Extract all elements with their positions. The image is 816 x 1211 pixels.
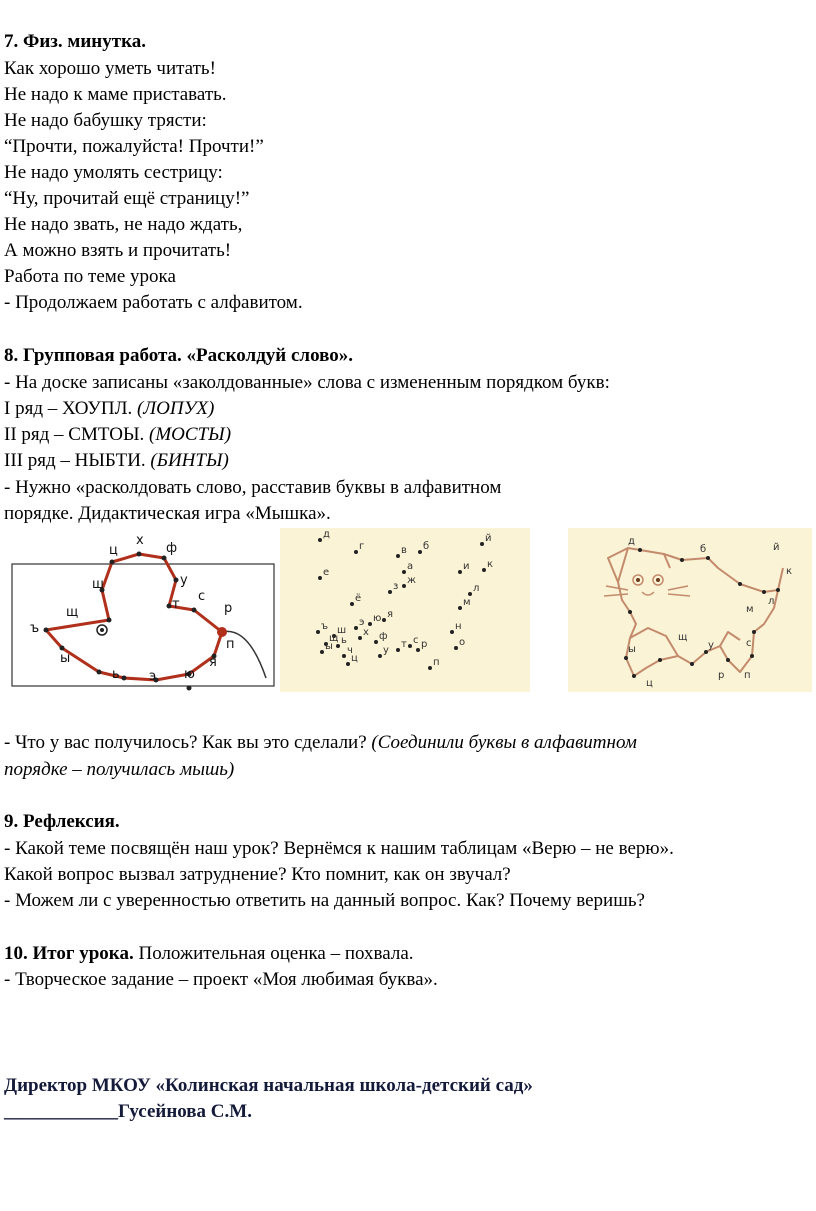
dot-point (408, 644, 412, 648)
row-1 (4, 397, 214, 421)
dot-letter: щ (329, 633, 339, 644)
mouse-dot-picture (4, 528, 278, 692)
mouse-letter: щ (66, 605, 79, 620)
dot-letter: п (433, 657, 440, 668)
dot-letter: ь (341, 635, 347, 646)
dot-letter: ё (355, 593, 362, 604)
dot-point (318, 538, 322, 542)
dot-point (354, 626, 358, 630)
mouse-letter: с (198, 589, 206, 604)
dot-letter: а (407, 561, 414, 572)
mouse-letter: ъ (30, 621, 40, 636)
section10-heading: 10. Итог урока. (4, 943, 134, 964)
poem-line: Не надо к маме приставать. (4, 84, 227, 105)
director-line: Директор МКОУ «Колинская начальная школа-детский сад» (4, 1075, 533, 1096)
dot-point (450, 630, 454, 634)
cat-letter: щ (678, 632, 688, 643)
dot-letter: р (421, 639, 428, 650)
creative-task: - Творческое задание – проект «Моя любимая буква». (4, 969, 438, 990)
dot-letter: ф (379, 631, 388, 642)
mouse-letter: ц (109, 543, 118, 558)
dot-letter: о (459, 637, 466, 648)
section8-heading: 8. Групповая работа. «Расколдуй слово». (4, 345, 354, 366)
dot-letter: е (323, 567, 330, 578)
dot-point (388, 590, 392, 594)
dot-point (402, 570, 406, 574)
row-2 (4, 423, 231, 447)
reflection-line: - Какой теме посвящён наш урок? Вернёмся к нашим таблицам «Верю – не верю». (4, 838, 674, 859)
dot-letter: з (393, 581, 399, 592)
cat-dot-picture (568, 528, 812, 692)
cat-letter: ы (628, 644, 636, 655)
dot-letter: б (423, 541, 430, 552)
mouse-letter: э (149, 669, 157, 684)
dot-point (316, 630, 320, 634)
answer-line: порядке – получилась мышь) (4, 759, 235, 780)
row-answer: (МОСТЫ) (149, 424, 232, 445)
mouse-letter: т (172, 597, 180, 612)
dot-point (480, 542, 484, 546)
section10-text: Положительная оценка – похвала. (133, 943, 414, 964)
dot-letter: я (387, 609, 394, 620)
row-answer: (ЛОПУХ) (136, 398, 215, 419)
signature-line (4, 1100, 252, 1124)
row-label: III ряд – НЫБТИ. (4, 450, 151, 471)
mouse-letter: я (209, 655, 217, 670)
dot-point (418, 550, 422, 554)
dot-letter: ъ (321, 621, 329, 632)
dot-point (396, 648, 400, 652)
cat-letter: л (768, 596, 775, 607)
dot-point (342, 654, 346, 658)
dot-point (358, 636, 362, 640)
row-label: II ряд – СМТОЫ. (4, 424, 150, 445)
cat-letter: р (718, 670, 725, 681)
dot-point (350, 602, 354, 606)
section8-intro: - На доске записаны «заколдованные» слова с измененным порядком букв: (4, 372, 610, 393)
dot-letter: ж (407, 575, 417, 586)
dot-letter: э (359, 617, 365, 628)
section7-heading: 7. Физ. минутка. (4, 31, 146, 52)
dot-point (382, 618, 386, 622)
dot-letter: л (473, 583, 480, 594)
dot-letter: н (455, 621, 462, 632)
cat-letter: б (700, 544, 707, 555)
cat-letter: м (746, 604, 754, 615)
dot-point (320, 650, 324, 654)
poem-line: Не надо умолять сестрицу: (4, 162, 223, 183)
cat-letter: п (744, 670, 751, 681)
poem-line: А можно взять и прочитать! (4, 240, 232, 261)
signature-underline: ____________ (4, 1101, 118, 1122)
cat-letter: ц (646, 678, 653, 689)
poem-line: “Прочти, пожалуйста! Прочти!” (4, 136, 264, 157)
cat-letter: у (708, 640, 714, 651)
cat-letter: д (628, 536, 635, 547)
continue-line: - Продолжаем работать с алфавитом. (4, 292, 303, 313)
dot-letter: ш (337, 625, 347, 636)
dot-point (354, 550, 358, 554)
dot-point (368, 622, 372, 626)
dot-letter: ы (325, 641, 333, 652)
director-name: Гусейнова С.М. (118, 1101, 252, 1122)
dot-point (416, 648, 420, 652)
dot-letter: м (463, 597, 471, 608)
mouse-letter: п (226, 637, 235, 652)
dot-point (346, 662, 350, 666)
dot-point (458, 606, 462, 610)
poem-line: Как хорошо уметь читать! (4, 58, 216, 79)
mouse-letter: ю (184, 667, 195, 682)
dot-point (428, 666, 432, 670)
reflection-line: Какой вопрос вызвал затруднение? Кто помнит, как он звучал? (4, 864, 511, 885)
dot-letter: ч (347, 645, 353, 656)
dot-point (402, 584, 406, 588)
mouse-letter: ь (112, 667, 120, 682)
row-3 (4, 449, 229, 473)
dot-point (318, 576, 322, 580)
mouse-letter: ы (60, 651, 71, 666)
poem-line: Не надо бабушку трясти: (4, 110, 207, 131)
cat-letter: с (746, 638, 752, 649)
task-line: - Нужно «расколдовать слово, расставив буквы в алфавитном (4, 477, 502, 498)
dot-point (396, 554, 400, 558)
mouse-letter: ш (92, 577, 104, 592)
dot-letter: ц (351, 653, 358, 664)
mouse-letter: у (180, 573, 188, 588)
question-line (4, 731, 637, 755)
dot-letter: т (401, 639, 407, 650)
section9-heading: 9. Рефлексия. (4, 811, 120, 832)
dot-letter: ю (373, 613, 382, 624)
poem-line: “Ну, прочитай ещё страницу!” (4, 188, 250, 209)
dot-letter: с (413, 635, 419, 646)
mouse-letter: р (224, 601, 233, 616)
section10-line (4, 942, 414, 966)
dot-letter: у (383, 645, 389, 656)
mouse-letter: х (136, 533, 144, 548)
dot-point (458, 570, 462, 574)
row-answer: (БИНТЫ) (150, 450, 229, 471)
row-label: I ряд – ХОУПЛ. (4, 398, 137, 419)
dot-point (336, 644, 340, 648)
dot-letter: г (359, 541, 365, 552)
dots-unsolved-picture (280, 528, 530, 692)
dot-letter: д (323, 529, 330, 540)
dot-letter: к (487, 559, 494, 570)
dot-letter: и (463, 561, 470, 572)
reflection-line: - Можем ли с уверенностью ответить на данный вопрос. Как? Почему веришь? (4, 890, 645, 911)
task-line: порядке. Дидактическая игра «Мышка». (4, 503, 331, 524)
dot-point (482, 568, 486, 572)
answer-text: (Соединили буквы в алфавитном (371, 732, 637, 753)
dot-letter: х (363, 627, 369, 638)
dot-point (374, 640, 378, 644)
dot-letter: в (401, 545, 407, 556)
work-title: Работа по теме урока (4, 266, 176, 287)
poem-line: Не надо звать, не надо ждать, (4, 214, 243, 235)
dot-point (378, 654, 382, 658)
dot-letter: й (485, 533, 492, 544)
cat-letter: к (786, 566, 793, 577)
cat-letter: й (773, 542, 780, 553)
mouse-letter: ф (166, 541, 178, 556)
dot-point (468, 592, 472, 596)
dot-point (454, 646, 458, 650)
question-text: - Что у вас получилось? Как вы это сделали? (4, 732, 372, 753)
